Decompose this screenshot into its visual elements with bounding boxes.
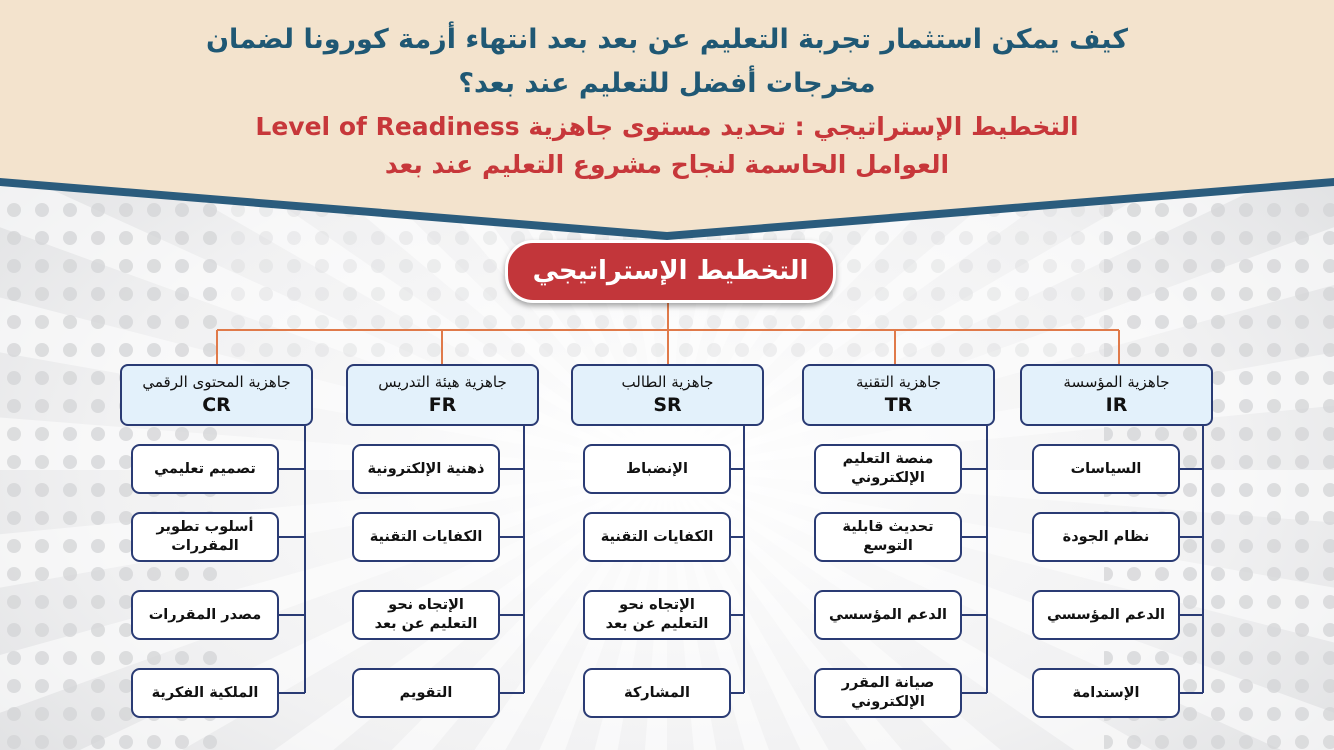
category-code: IR — [1105, 394, 1128, 416]
item-fr-3: الإتجاه نحو التعليم عن بعد — [352, 590, 500, 640]
item-tr-2: تحديث قابلية التوسع — [814, 512, 962, 562]
item-sr-3: الإتجاه نحو التعليم عن بعد — [583, 590, 731, 640]
category-cr — [120, 364, 313, 426]
subtitle-line-1: التخطيط الإستراتيجي : تحديد مستوى جاهزية Level of Readiness — [255, 112, 1079, 141]
item-fr-4: التقويم — [352, 668, 500, 718]
category-name: جاهزية المحتوى الرقمي — [142, 373, 291, 391]
item-cr-2: أسلوب تطوير المقررات — [131, 512, 279, 562]
item-sr-4: المشاركة — [583, 668, 731, 718]
item-tr-4: صيانة المقرر الإلكتروني — [814, 668, 962, 718]
item-sr-2: الكفايات التقنية — [583, 512, 731, 562]
category-code: FR — [428, 394, 457, 416]
question-line-1: كيف يمكن استثمار تجربة التعليم عن بعد بعد انتهاء أزمة كورونا لضمان — [206, 24, 1128, 55]
category-sr — [571, 364, 764, 426]
item-ir-3: الدعم المؤسسي — [1032, 590, 1180, 640]
category-code: CR — [202, 394, 231, 416]
subtitle-line-2: العوامل الحاسمة لنجاح مشروع التعليم عند بعد — [384, 150, 950, 179]
item-fr-1: ذهنية الإلكترونية — [352, 444, 500, 494]
item-tr-3: الدعم المؤسسي — [814, 590, 962, 640]
item-cr-3: مصدر المقررات — [131, 590, 279, 640]
category-name: جاهزية التقنية — [856, 373, 941, 391]
item-tr-1: منصة التعليم الإلكتروني — [814, 444, 962, 494]
question-line-2: مخرجات أفضل للتعليم عند بعد؟ — [458, 68, 876, 99]
category-tr — [802, 364, 995, 426]
category-fr — [346, 364, 539, 426]
category-code: SR — [653, 394, 682, 416]
category-name: جاهزية الطالب — [621, 373, 714, 391]
top-connectors — [217, 300, 1119, 364]
category-code: TR — [884, 394, 913, 416]
main-title-pill: التخطيط الإستراتيجي — [505, 240, 836, 303]
item-ir-4: الإستدامة — [1032, 668, 1180, 718]
category-ir — [1020, 364, 1213, 426]
item-ir-1: السياسات — [1032, 444, 1180, 494]
item-sr-1: الإنضباط — [583, 444, 731, 494]
category-name: جاهزية هيئة التدريس — [378, 373, 507, 391]
item-cr-1: تصميم تعليمي — [131, 444, 279, 494]
item-cr-4: الملكية الفكرية — [131, 668, 279, 718]
item-fr-2: الكفايات التقنية — [352, 512, 500, 562]
category-name: جاهزية المؤسسة — [1063, 373, 1170, 391]
item-ir-2: نظام الجودة — [1032, 512, 1180, 562]
